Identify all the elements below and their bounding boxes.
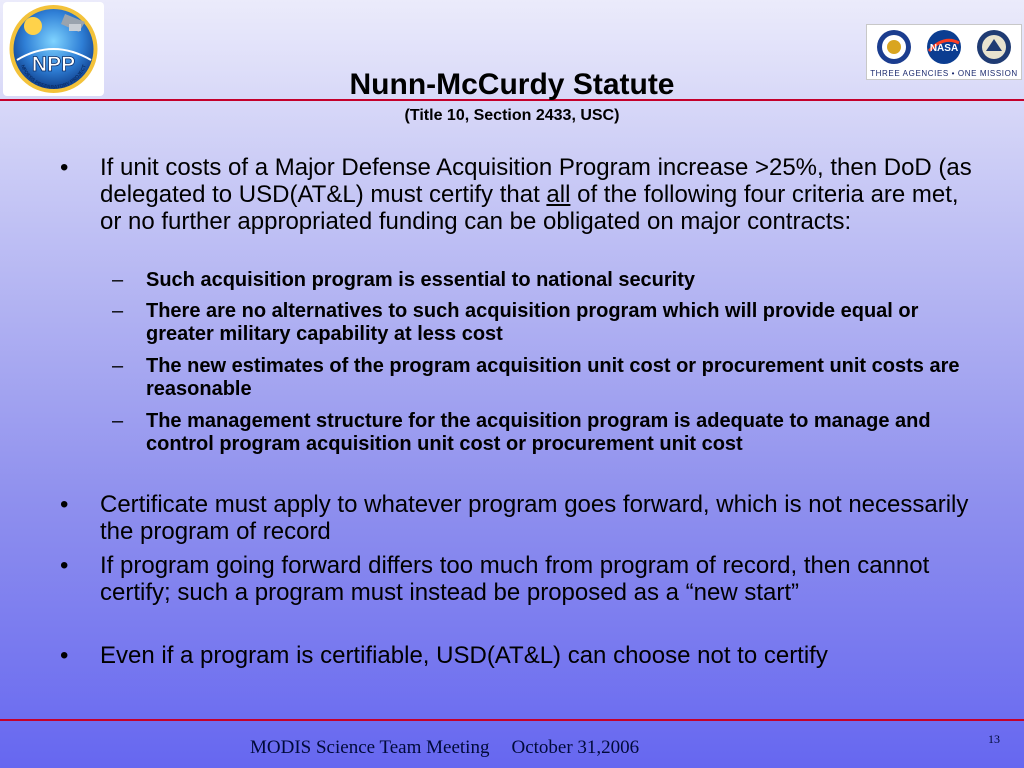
slide-title: Nunn-McCurdy Statute	[349, 68, 675, 101]
bullet-1-text-end: of the following four criteria are met, or no further appropriated funding can be obligated on major contracts:	[100, 181, 959, 235]
bullet-3-glyph: •	[60, 552, 69, 579]
bullet-1	[60, 154, 980, 235]
npp-logo	[3, 2, 104, 96]
page-number: 13	[988, 732, 1000, 746]
bullet-4-text: Even if a program is certifiable, USD(AT&L) can choose not to certify	[100, 642, 828, 669]
agencies-tagline: THREE AGENCIES • ONE MISSION	[870, 69, 1018, 78]
sub-bullet-4	[112, 410, 976, 456]
sub-bullet-3-text: The new estimates of the program acquisition unit cost or procurement unit costs are reasonable	[146, 355, 960, 400]
bullet-3-text: If program going forward differs too much from program of record, then cannot certify; such a program must instead be proposed as a “new start”	[100, 552, 930, 606]
sub-bullet-1-dash: –	[112, 269, 124, 291]
sub-bullet-4-text: The management structure for the acquisition program is adequate to manage and control program acquisition unit cost or procurement unit cost	[146, 410, 931, 455]
footer-divider	[0, 719, 1024, 721]
three-agencies-logo	[866, 24, 1022, 80]
sub-bullet-3	[112, 355, 976, 401]
bullet-2-text: Certificate must apply to whatever program goes forward, which is not necessarily the program of record	[100, 491, 969, 545]
bullet-3	[60, 552, 980, 606]
npp-ring-text: NPOESS PREPARATORY PROJECT	[19, 64, 88, 91]
sub-bullet-2	[112, 300, 976, 346]
sub-bullet-4-dash: –	[112, 410, 124, 432]
npp-text: NPP	[31, 53, 76, 76]
slide-footer	[250, 737, 639, 759]
agency-seals-icon	[867, 25, 1021, 69]
footer-date: October 31,2006	[511, 737, 640, 758]
sub-bullet-1	[112, 269, 976, 292]
bullet-1-glyph: •	[60, 154, 69, 181]
bullet-4-glyph: •	[60, 642, 69, 669]
sub-bullet-2-dash: –	[112, 300, 124, 322]
footer-event: MODIS Science Team Meeting	[250, 737, 490, 758]
nasa-text: NASA	[929, 43, 959, 54]
bullet-4	[60, 642, 980, 669]
sub-bullet-3-dash: –	[112, 355, 124, 377]
slide-subtitle: (Title 10, Section 2433, USC)	[404, 107, 620, 124]
sub-bullet-1-text: Such acquisition program is essential to national security	[146, 269, 696, 291]
sub-bullet-2-text: There are no alternatives to such acquisition program which will provide equal or greater military capability at less cost	[146, 300, 919, 345]
bullet-2	[60, 491, 980, 545]
bullet-1-emphasis: all	[546, 181, 571, 208]
bullet-1-text-start: If unit costs of a Major Defense Acquisition Program increase >25%, then DoD (as delegated to USD(AT&L) must certify that	[100, 154, 972, 208]
npp-emblem-icon	[3, 2, 104, 96]
bullet-2-glyph: •	[60, 491, 69, 518]
